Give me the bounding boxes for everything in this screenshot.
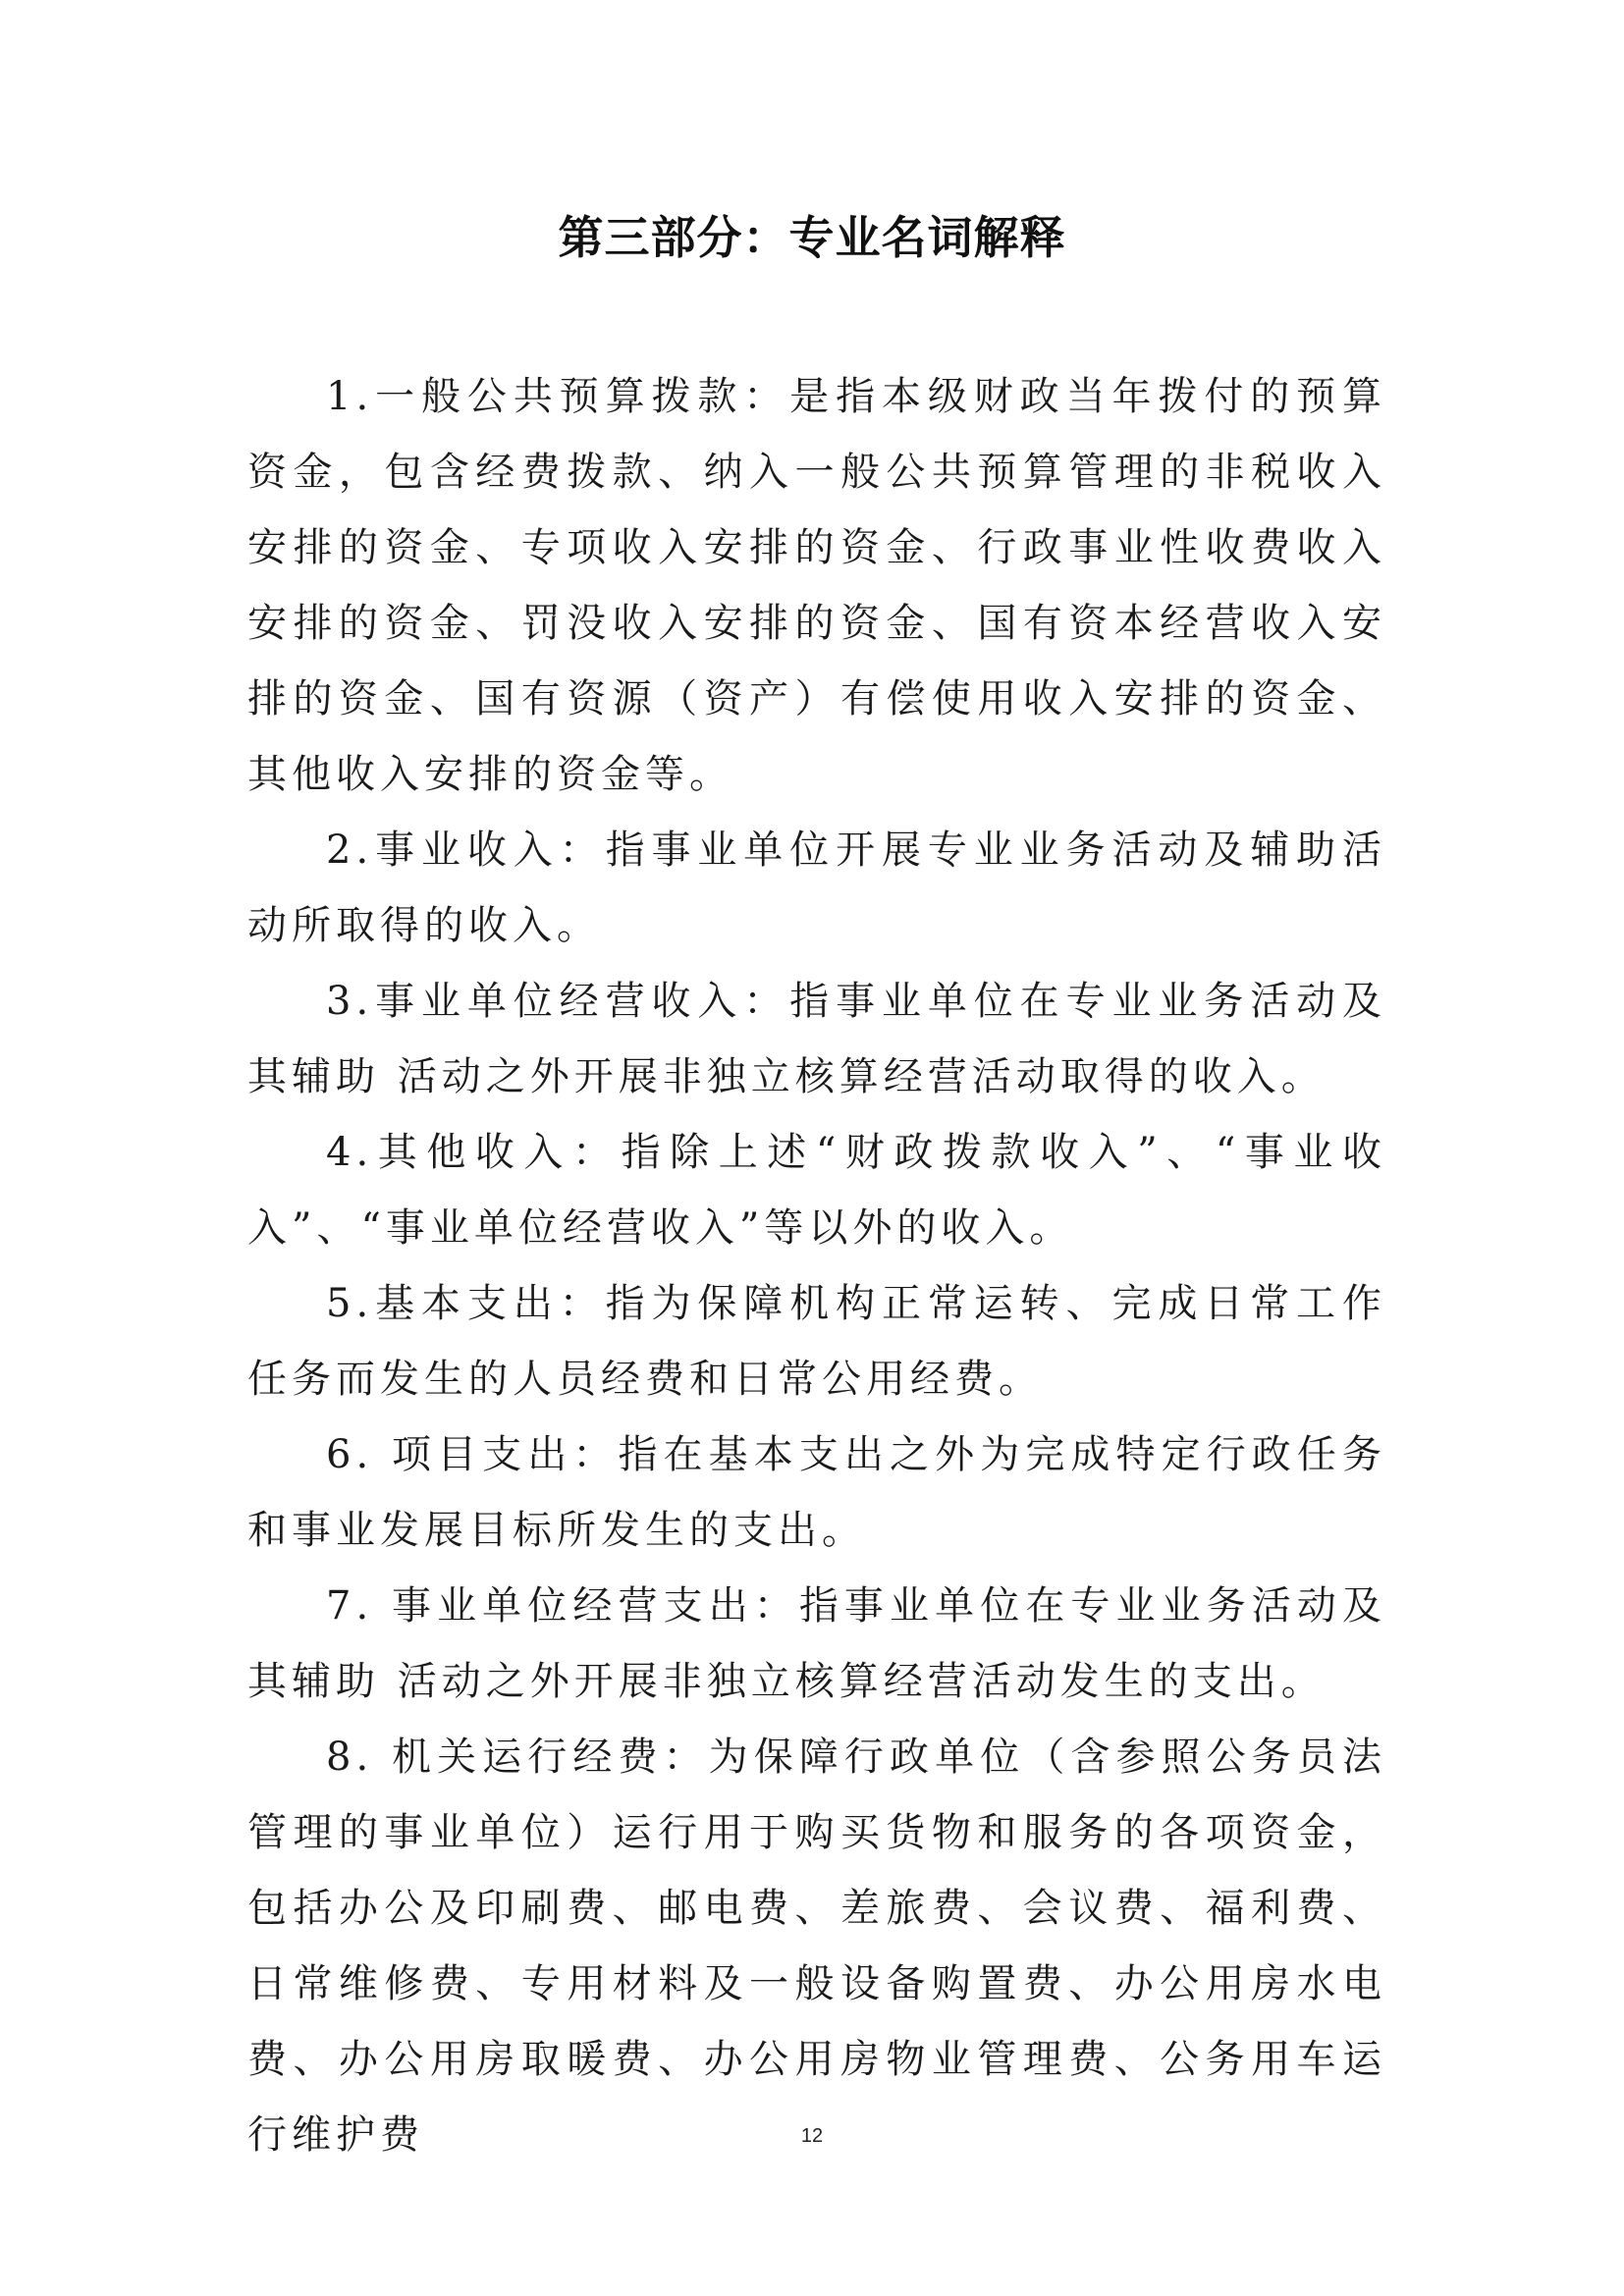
section-title: 第三部分：专业名词解释 — [558, 211, 1066, 264]
definition-paragraph-5: 5.基本支出：指为保障机构正常运转、完成日常工作任务而发生的人员经费和日常公用经费。 — [247, 1281, 1386, 1402]
page-number: 12 — [800, 2125, 824, 2147]
definition-paragraph-6: 6. 项目支出：指在基本支出之外为完成特定行政任务和事业发展目标所发生的支出。 — [247, 1432, 1386, 1553]
definitions-body — [247, 359, 1386, 2173]
definition-paragraph-2: 2.事业收入：指事业单位开展专业业务活动及辅助活动所取得的收入。 — [247, 828, 1386, 948]
definition-paragraph-4: 4.其他收入：指除上述“财政拨款收入”、“事业收入”、“事业单位经营收入”等以外的收入。 — [247, 1130, 1386, 1251]
definition-paragraph-7: 7. 事业单位经营支出：指事业单位在专业业务活动及其辅助 活动之外开展非独立核算经营活动发生的支出。 — [247, 1583, 1386, 1704]
definition-paragraph-1: 1.一般公共预算拨款：是指本级财政当年拨付的预算资金，包含经费拨款、纳入一般公共预算管理的非税收入安排的资金、专项收入安排的资金、行政事业性收费收入安排的资金、罚没收入安排的资金、国有资本经营收入安排的资金、国有资源（资产）有偿使用收入安排的资金、其他收入安排的资金等。 — [247, 374, 1386, 797]
definition-paragraph-3: 3.事业单位经营收入：指事业单位在专业业务活动及其辅助 活动之外开展非独立核算经营活动取得的收入。 — [247, 979, 1386, 1099]
definition-paragraph-8: 8. 机关运行经费：为保障行政单位（含参照公务员法管理的事业单位）运行用于购买货物和服务的各项资金，包括办公及印刷费、邮电费、差旅费、会议费、福利费、日常维修费、专用材料及一般设备购置费、办公用房水电费、办公用房取暖费、办公用房物业管理费、公务用车运行维护费 — [247, 1735, 1386, 2158]
